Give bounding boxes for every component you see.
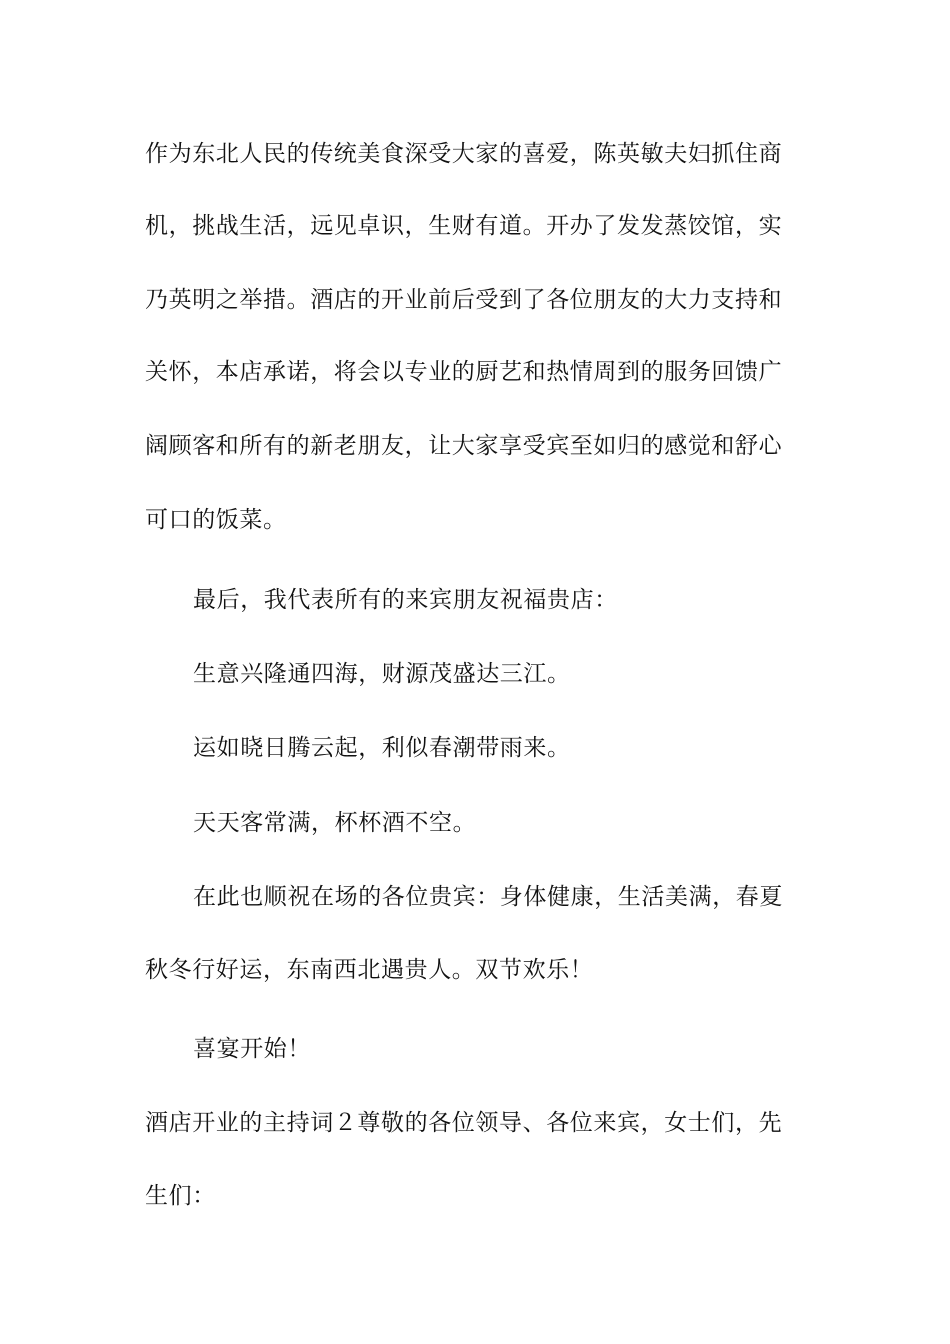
paragraph-line-11: 在此也顺祝在场的各位贵宾：身体健康，生活美满，春夏 <box>193 884 783 910</box>
paragraph-line-5: 阔顾客和所有的新老朋友，让大家享受宾至如归的感觉和舒心 <box>145 433 783 459</box>
paragraph-line-12: 秋冬行好运，东南西北遇贵人。双节欢乐！ <box>145 957 594 983</box>
paragraph-line-4: 关怀，本店承诺，将会以专业的厨艺和热情周到的服务回馈广 <box>145 359 783 385</box>
paragraph-line-13: 喜宴开始！ <box>193 1036 311 1062</box>
paragraph-line-10: 天天客常满，杯杯酒不空。 <box>193 810 477 836</box>
paragraph-line-7: 最后，我代表所有的来宾朋友祝福贵店： <box>193 587 618 613</box>
paragraph-line-2: 机，挑战生活，远见卓识，生财有道。开办了发发蒸饺馆，实 <box>145 213 783 239</box>
paragraph-line-6: 可口的饭菜。 <box>145 507 287 533</box>
paragraph-line-3: 乃英明之举措。酒店的开业前后受到了各位朋友的大力支持和 <box>145 287 783 313</box>
paragraph-line-8: 生意兴隆通四海，财源茂盛达三江。 <box>193 661 571 687</box>
paragraph-line-9: 运如晓日腾云起，利似春潮带雨来。 <box>193 735 571 761</box>
paragraph-line-15: 生们： <box>145 1183 216 1209</box>
paragraph-line-1: 作为东北人民的传统美食深受大家的喜爱，陈英敏夫妇抓住商 <box>145 141 783 167</box>
paragraph-line-14: 酒店开业的主持词２尊敬的各位领导、各位来宾，女士们，先 <box>145 1110 783 1136</box>
